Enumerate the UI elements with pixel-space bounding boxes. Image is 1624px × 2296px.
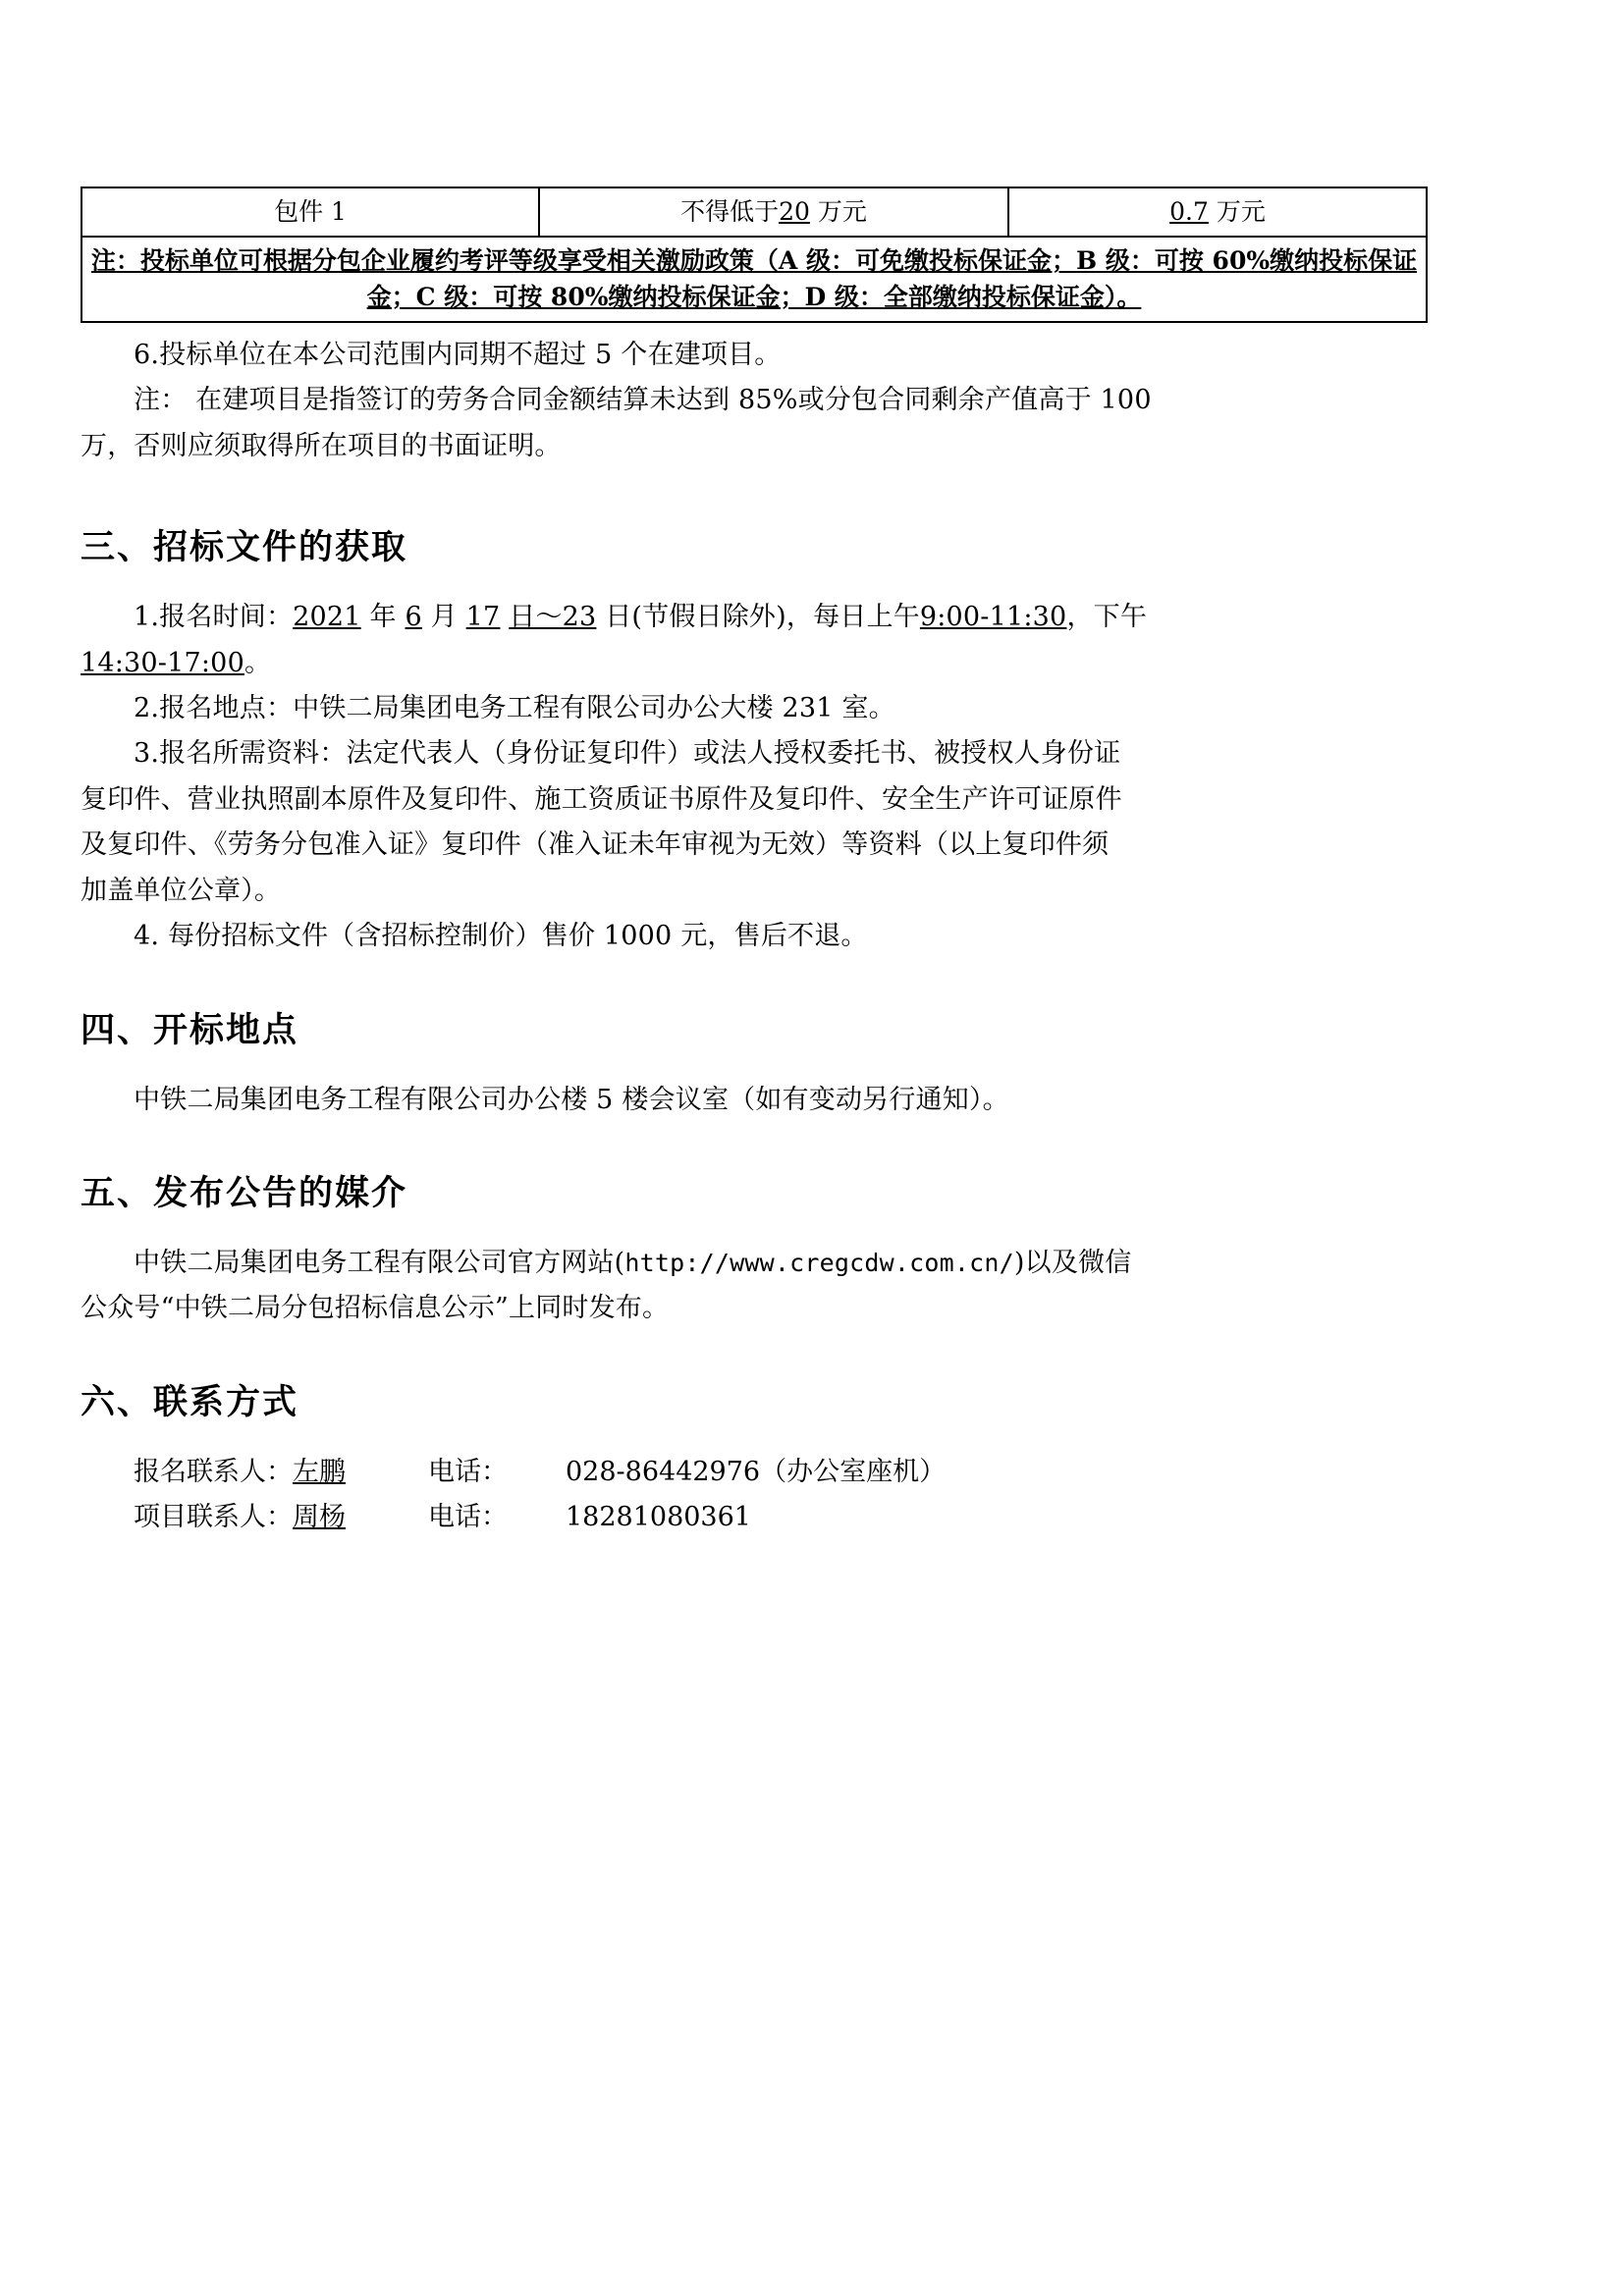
contact-label-project [134, 1495, 428, 1540]
media-text-suffix: )以及微信 [1013, 1248, 1132, 1278]
reg-year-unit: 年 [369, 602, 397, 633]
fee-unit: 万元 [1216, 197, 1266, 226]
section-3-item-3-line-3: 及复印件、《劳务分包准入证》复印件（准入证未年审视为无效）等资料（以上复印件须 [81, 829, 1110, 861]
min-amount-value: 20 [779, 197, 810, 226]
media-text-prefix: 中铁二局集团电务工程有限公司官方网站( [134, 1248, 625, 1278]
contact-name: 左鹏 [293, 1456, 346, 1487]
section-5-line-2: 公众号“中铁二局分包招标信息公示”上同时发布。 [81, 1293, 670, 1324]
table-cell-min-amount [539, 187, 1008, 237]
contact-phone-value: 028-86442976（办公室座机） [566, 1456, 947, 1487]
section-3-item-3-line-1: 3.报名所需资料：法定代表人（身份证复印件）或法人授权委托书、被授权人身份证 [134, 738, 1121, 770]
section-3-item-3-line-4: 加盖单位公章）。 [81, 875, 282, 906]
company-website-url: http://www.cregcdw.com.cn/ [624, 1249, 1014, 1277]
document-content [81, 187, 1418, 1541]
section-5-heading-wrap [81, 1166, 1377, 1215]
table-cell-fee [1008, 187, 1427, 237]
fee-value: 0.7 [1169, 197, 1209, 226]
section-4-heading-wrap [81, 1003, 1377, 1052]
contact-phone-label: 电话： [428, 1502, 508, 1533]
section-6-heading: 六、联系方式 [81, 1382, 299, 1422]
contact-row [81, 1495, 1377, 1540]
section-4-heading: 四、开标地点 [81, 1010, 299, 1050]
section-5-heading: 五、发布公告的媒介 [81, 1174, 408, 1213]
reg-time-afternoon-label: ，下午 [1066, 602, 1148, 633]
contact-label-text: 项目联系人： [134, 1502, 293, 1533]
reg-time-morning: 9:00-11:30 [919, 602, 1067, 633]
reg-year: 2021 [293, 602, 361, 633]
table-note-text: 注：投标单位可根据分包企业履约考评等级享受相关激励政策（A 级：可免缴投标保证金；B 级：可按 60%缴纳投标保证金；C 级：可按 80%缴纳投标保证金；D 级：全部缴纳投标保证金）。 [90, 246, 1418, 311]
item-6: 6.投标单位在本公司范围内同期不超过 5 个在建项目。 [134, 339, 782, 370]
reg-month-unit: 月 [430, 602, 458, 633]
reg-month: 6 [405, 602, 422, 633]
contact-label-registration [134, 1450, 428, 1495]
contact-name: 周杨 [293, 1502, 346, 1533]
section-4-text: 中铁二局集团电务工程有限公司办公楼 5 楼会议室（如有变动另行通知）。 [134, 1084, 1009, 1115]
item-6-note-line-2: 万，否则应须取得所在项目的书面证明。 [81, 430, 562, 461]
reg-time-note: 日(节假日除外)，每日上午 [605, 602, 920, 633]
section-3-item-2: 2.报名地点：中铁二局集团电务工程有限公司办公大楼 231 室。 [134, 692, 895, 723]
table-note-cell [81, 237, 1427, 322]
section-6-heading-wrap [81, 1375, 1377, 1424]
bid-bond-table [81, 187, 1428, 323]
contact-phone-label: 电话： [428, 1456, 508, 1487]
reg-day-start: 17 [465, 602, 501, 633]
section-3-item-1-line-1 [81, 595, 1377, 640]
reg-time-label: 1.报名时间： [134, 602, 294, 633]
contact-phone-value: 18281080361 [566, 1502, 751, 1533]
reg-day-end: 日～23 [509, 602, 597, 633]
item-6-note-line-1: 注： 在建项目是指签订的劳务合同金额结算未达到 85%或分包合同剩余产值高于 100 [134, 385, 1152, 416]
table-row [81, 187, 1427, 237]
section-3-item-1-line-2 [81, 641, 1377, 686]
section-3-item-4: 4. 每份招标文件（含招标控制价）售价 1000 元，售后不退。 [134, 921, 868, 952]
section-3-item-3-line-2: 复印件、营业执照副本原件及复印件、施工资质证书原件及复印件、安全生产许可证原件 [81, 783, 1122, 815]
table-cell-package: 包件 1 [81, 187, 539, 237]
reg-time-afternoon: 14:30-17:00 [81, 647, 244, 678]
contact-row [81, 1450, 1377, 1495]
table-row [81, 237, 1427, 322]
min-amount-prefix: 不得低于 [680, 197, 780, 226]
section-3-heading: 三、招标文件的获取 [81, 528, 408, 568]
reg-time-end: 。 [244, 647, 272, 678]
contact-label-text: 报名联系人： [134, 1456, 293, 1487]
min-amount-unit: 万元 [817, 197, 867, 226]
section-5-line-1 [81, 1241, 1377, 1286]
section-3-heading-wrap [81, 520, 1377, 569]
